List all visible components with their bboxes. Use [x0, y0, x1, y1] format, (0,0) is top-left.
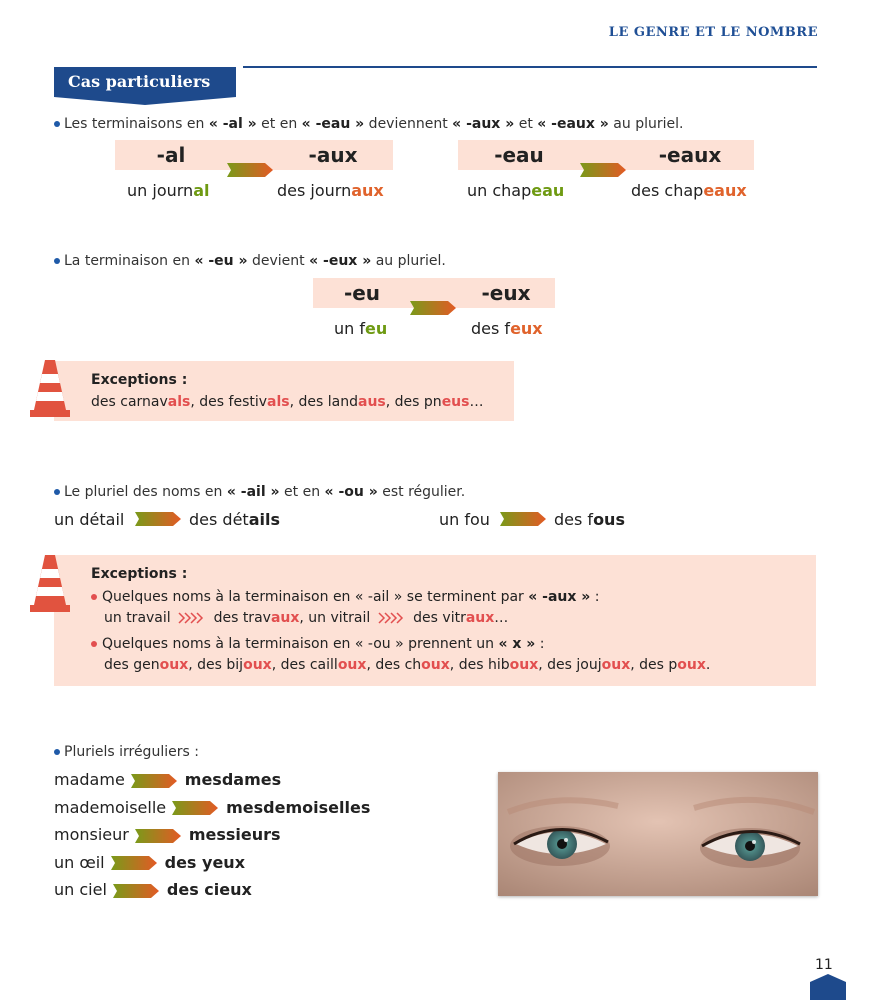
eyes-photo [498, 772, 818, 896]
ending-eau: -eau [494, 143, 544, 167]
plural-form: mesdemoiselles [226, 797, 371, 817]
exception-word-ending: als [167, 394, 191, 410]
chevrons-icon [177, 612, 207, 624]
exceptions-title: Exceptions : [91, 566, 188, 582]
arrow-icon [500, 512, 546, 526]
exception-ou-examples [104, 657, 710, 673]
exception-word-ending: aus [358, 394, 386, 410]
exception-ail-rule: Quelques noms à la terminaison en « -ail » se terminent par « -aux » : [91, 589, 600, 605]
plural-form: des yeux [164, 852, 246, 872]
irregular-plural-row [54, 825, 281, 844]
irregular-plural-row [54, 853, 245, 872]
exception-word-stem: des land [298, 394, 359, 410]
separator: , [385, 394, 395, 410]
traffic-cone-icon [28, 358, 72, 418]
section-title: Cas particuliers [54, 67, 236, 97]
example-detail: un détail [54, 510, 125, 529]
example-details: des détails [189, 510, 280, 529]
example-chapeau: un chapeau [467, 181, 565, 200]
separator: , [188, 657, 198, 673]
separator: , [449, 657, 459, 673]
example-feux: des feux [471, 319, 543, 338]
ending-eux: -eux [481, 281, 531, 305]
arrow-icon [227, 163, 273, 177]
exception-word-stem: des pn [394, 394, 442, 410]
traffic-cone-icon [28, 553, 72, 613]
separator: , [366, 657, 376, 673]
arrow-icon [131, 774, 177, 788]
exception-word-ending: oux [159, 657, 189, 673]
singular-form: un ciel [54, 880, 107, 899]
exception-word-stem: des bij [197, 657, 244, 673]
bullet-icon [91, 594, 97, 600]
exceptions-title: Exceptions : [91, 372, 188, 388]
singular-form: monsieur [54, 825, 129, 844]
exception-word-stem: des ch [375, 657, 422, 673]
exception-word-stem: des festiv [199, 394, 268, 410]
irregular-plural-row [54, 880, 252, 899]
exception-word-ending: oux [337, 657, 367, 673]
separator: , [289, 394, 299, 410]
exception-word-stem: des hib [458, 657, 510, 673]
singular-form: mademoiselle [54, 797, 167, 817]
separator: , [630, 657, 640, 673]
separator: . [705, 657, 711, 673]
exception-ail-examples: un travail des travaux, un vitrail des vitraux… [104, 610, 509, 626]
bullet-icon [54, 121, 60, 127]
exception-ou-rule: Quelques noms à la terminaison en « -ou » prennent un « x » : [91, 636, 544, 652]
example-fous: des fous [554, 510, 625, 529]
exception-word-stem: des p [639, 657, 678, 673]
singular-form: un œil [54, 852, 105, 872]
arrow-icon [135, 512, 181, 526]
exception-word-stem: des gen [104, 657, 160, 673]
bullet-icon [91, 641, 97, 647]
irregular-title: Pluriels irréguliers : [54, 744, 199, 760]
exception-word-ending: oux [601, 657, 631, 673]
example-feu: un feu [334, 319, 388, 338]
arrow-icon [135, 829, 181, 843]
exception-word-ending: oux [677, 657, 706, 673]
arrow-icon [172, 801, 218, 815]
page-number: 11 [815, 957, 833, 973]
section-tab-notch [54, 97, 236, 105]
chevrons-icon [377, 612, 407, 624]
separator: , [271, 657, 281, 673]
exception-word-ending: oux [421, 657, 450, 673]
ending-eaux: -eaux [658, 143, 722, 167]
exceptions-box-1 [54, 361, 514, 421]
plural-form: des cieux [166, 880, 252, 899]
singular-form: madame [54, 770, 125, 789]
separator: … [469, 394, 484, 410]
arrow-icon [580, 163, 626, 177]
rule-ail-ou: Le pluriel des noms en « -ail » et en « -ou » est régulier. [54, 484, 465, 500]
arrow-icon [410, 301, 456, 315]
arrow-icon [113, 884, 159, 898]
irregular-plural-row [54, 798, 370, 817]
plural-form: mesdames [184, 770, 282, 789]
ending-eu: -eu [343, 281, 381, 305]
example-chapeaux: des chapeaux [631, 181, 747, 200]
rule-al-eau: Les terminaisons en « -al » et en « -eau » deviennent « -aux » et « -eaux » au pluriel. [54, 116, 683, 132]
arrow-icon [111, 856, 157, 870]
exception-word-ending: oux [243, 657, 272, 673]
chapter-title: LE GENRE ET LE NOMBRE [608, 25, 818, 40]
ending-aux: -aux [308, 143, 358, 167]
bullet-icon [54, 489, 60, 495]
ending-al: -al [156, 143, 186, 167]
section-divider [243, 66, 817, 68]
page-tab-icon [810, 974, 846, 1000]
separator: , [190, 394, 200, 410]
bullet-icon [54, 749, 60, 755]
example-journaux: des journaux [277, 181, 384, 200]
exception-word-stem: des caill [280, 657, 338, 673]
exception-word-stem: des jouj [547, 657, 602, 673]
rule-eu: La terminaison en « -eu » devient « -eux » au pluriel. [54, 253, 446, 269]
eyes-image [498, 772, 818, 896]
exception-word-stem: des carnav [91, 394, 168, 410]
irregular-plural-row [54, 770, 281, 789]
bullet-icon [54, 258, 60, 264]
example-fou: un fou [439, 510, 490, 529]
exception-word-ending: oux [509, 657, 539, 673]
exception-word-ending: eus [441, 394, 470, 410]
exception-word-ending: als [267, 394, 290, 410]
example-journal: un journal [127, 181, 210, 200]
plural-form: messieurs [188, 825, 281, 844]
exceptions-list [91, 394, 483, 410]
separator: , [538, 657, 548, 673]
